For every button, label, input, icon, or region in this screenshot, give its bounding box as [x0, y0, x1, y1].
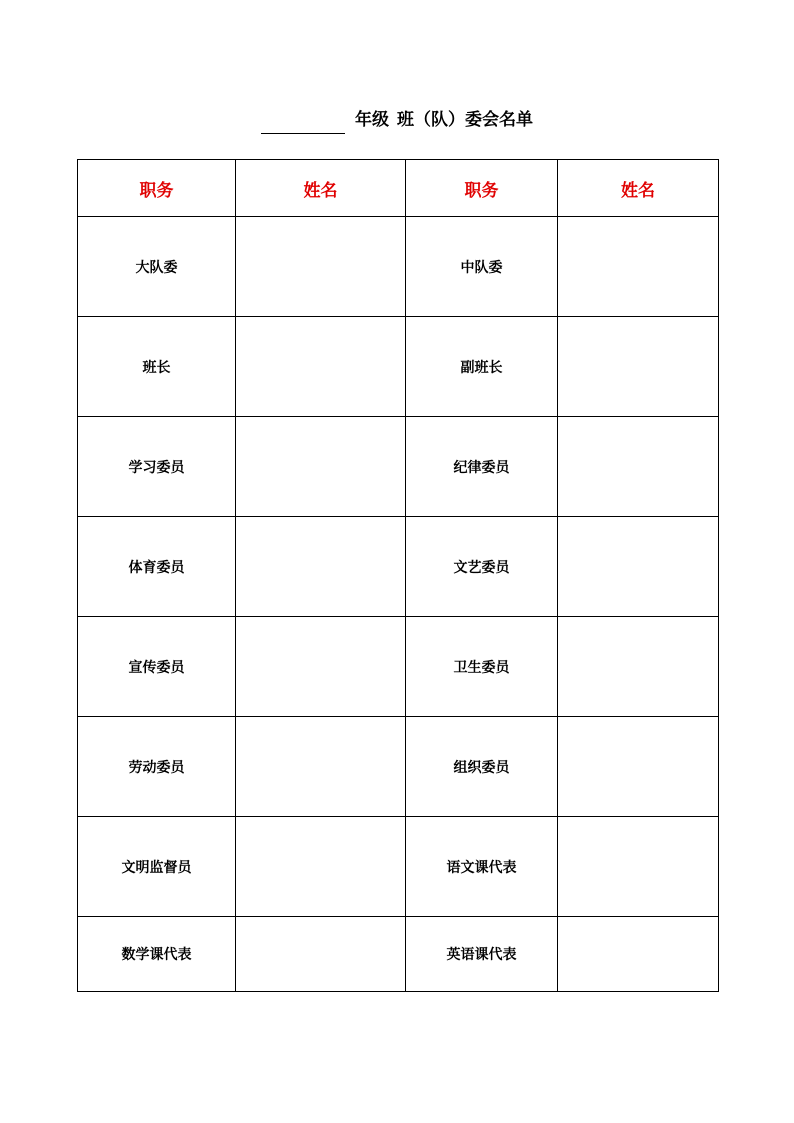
- role-cell: 文艺委员: [406, 517, 558, 617]
- name-cell[interactable]: [558, 217, 719, 317]
- role-cell: 中队委: [406, 217, 558, 317]
- name-cell[interactable]: [236, 517, 406, 617]
- name-cell[interactable]: [558, 317, 719, 417]
- name-cell[interactable]: [558, 917, 719, 992]
- role-cell: 数学课代表: [78, 917, 236, 992]
- name-cell[interactable]: [558, 817, 719, 917]
- role-cell: 组织委员: [406, 717, 558, 817]
- name-cell[interactable]: [558, 417, 719, 517]
- role-cell: 大队委: [78, 217, 236, 317]
- role-cell: 纪律委员: [406, 417, 558, 517]
- role-cell: 学习委员: [78, 417, 236, 517]
- name-cell[interactable]: [236, 417, 406, 517]
- table-row: [78, 917, 719, 992]
- table-row: [78, 717, 719, 817]
- role-cell: 副班长: [406, 317, 558, 417]
- role-cell: 语文课代表: [406, 817, 558, 917]
- name-cell[interactable]: [558, 517, 719, 617]
- role-cell: 劳动委员: [78, 717, 236, 817]
- title-main: 班（队）委会名单: [397, 110, 533, 130]
- name-cell[interactable]: [236, 617, 406, 717]
- role-cell: 文明监督员: [78, 817, 236, 917]
- role-cell: 体育委员: [78, 517, 236, 617]
- committee-roster-table: [77, 159, 719, 992]
- name-cell[interactable]: [236, 217, 406, 317]
- table-row: [78, 817, 719, 917]
- table-row: [78, 517, 719, 617]
- table-row: [78, 617, 719, 717]
- table-header-row: [78, 160, 719, 217]
- table-row: [78, 417, 719, 517]
- name-cell[interactable]: [236, 817, 406, 917]
- title-grade-label: 年级: [355, 110, 389, 130]
- role-cell: 卫生委员: [406, 617, 558, 717]
- role-cell: 班长: [78, 317, 236, 417]
- name-cell[interactable]: [236, 917, 406, 992]
- name-cell[interactable]: [236, 717, 406, 817]
- name-cell[interactable]: [558, 717, 719, 817]
- role-cell: 宣传委员: [78, 617, 236, 717]
- header-name-right: 姓名: [558, 160, 719, 217]
- table-row: [78, 217, 719, 317]
- header-role-right: 职务: [406, 160, 558, 217]
- header-role-left: 职务: [78, 160, 236, 217]
- role-cell: 英语课代表: [406, 917, 558, 992]
- table-row: [78, 317, 719, 417]
- name-cell[interactable]: [236, 317, 406, 417]
- name-cell[interactable]: [558, 617, 719, 717]
- grade-blank-field[interactable]: [261, 115, 345, 134]
- header-name-left: 姓名: [236, 160, 406, 217]
- document-title: [0, 106, 794, 134]
